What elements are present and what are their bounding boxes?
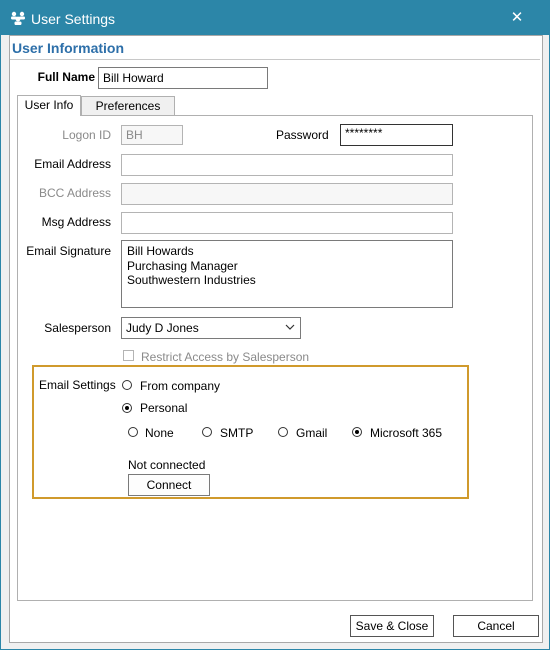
signature-line: Bill Howards <box>127 244 194 258</box>
cancel-label: Cancel <box>477 619 515 633</box>
provider-microsoft365-label: Microsoft 365 <box>370 426 443 440</box>
section-title: User Information <box>12 40 125 56</box>
msg-address-input[interactable] <box>121 212 453 234</box>
salesperson-selected: Judy D Jones <box>126 321 199 335</box>
email-address-input[interactable] <box>121 154 453 176</box>
cancel-button[interactable] <box>453 615 539 637</box>
tab-preferences[interactable]: Preferences <box>81 96 175 115</box>
save-close-button[interactable] <box>350 615 434 637</box>
users-icon <box>10 11 26 25</box>
restrict-access-label: Restrict Access by Salesperson <box>141 350 310 364</box>
bcc-address-input <box>121 183 453 205</box>
close-icon[interactable]: ✕ <box>510 9 524 26</box>
personal-radio[interactable] <box>122 403 132 413</box>
tab-user-info[interactable]: User Info <box>17 95 81 116</box>
msg-address-label: Msg Address <box>41 215 111 229</box>
chevron-down-icon <box>284 320 296 334</box>
email-signature-textarea[interactable] <box>121 240 453 308</box>
provider-none-label: None <box>145 426 174 440</box>
provider-microsoft365-radio[interactable] <box>352 427 362 437</box>
salesperson-dropdown[interactable] <box>121 317 301 339</box>
password-label: Password <box>276 128 329 142</box>
password-input[interactable]: ******** <box>340 124 453 146</box>
connection-status: Not connected <box>128 458 206 472</box>
logon-id-input: BH <box>121 125 183 145</box>
restrict-access-checkbox[interactable] <box>123 350 134 361</box>
provider-none-radio[interactable] <box>128 427 138 437</box>
provider-gmail-label: Gmail <box>296 426 328 440</box>
email-settings-label: Email Settings <box>39 378 116 392</box>
personal-label: Personal <box>140 401 188 415</box>
full-name-label: Full Name <box>37 70 95 84</box>
provider-smtp-radio[interactable] <box>202 427 212 437</box>
email-address-label: Email Address <box>34 157 111 171</box>
window-title: User Settings <box>31 11 116 27</box>
connect-button[interactable]: Connect <box>128 474 210 496</box>
salesperson-label: Salesperson <box>44 321 111 335</box>
save-close-label: Save & Close <box>355 619 429 633</box>
from-company-label: From company <box>140 379 221 393</box>
divider <box>10 59 540 60</box>
title-bar <box>1 1 549 35</box>
signature-line: Purchasing Manager <box>127 258 238 273</box>
bcc-address-label: BCC Address <box>38 186 111 200</box>
provider-smtp-label: SMTP <box>220 426 254 440</box>
provider-gmail-radio[interactable] <box>278 427 288 437</box>
signature-line: Southwestern Industries <box>127 273 256 287</box>
logon-id-label: Logon ID <box>62 128 111 142</box>
full-name-input[interactable]: Bill Howard <box>98 67 268 89</box>
email-signature-label: Email Signature <box>26 244 111 258</box>
from-company-radio[interactable] <box>122 380 132 390</box>
